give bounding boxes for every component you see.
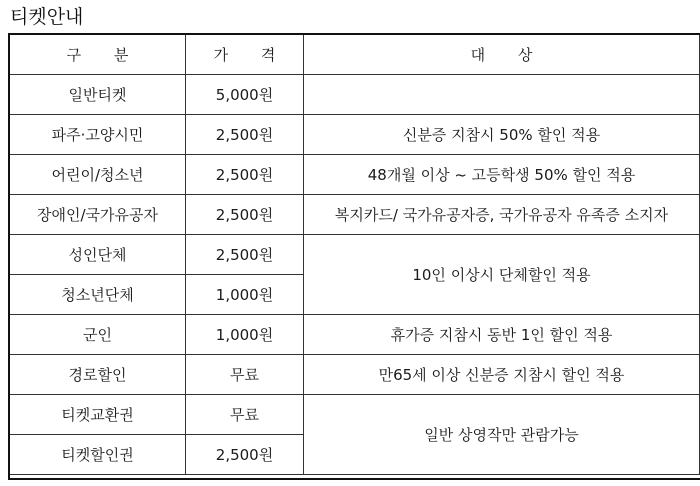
row-category: 어린이/청소년 (10, 155, 186, 195)
row-target: 일반 상영작만 관람가능 (304, 395, 700, 475)
table-row (10, 195, 700, 235)
table-row (10, 155, 700, 195)
table-header-row (10, 35, 700, 75)
row-price: 2,500원 (186, 235, 304, 275)
page-title: 티켓안내 (10, 6, 84, 28)
row-target: 48개월 이상 ~ 고등학생 50% 할인 적용 (304, 155, 700, 195)
header-price: 가 격 (186, 35, 304, 75)
row-price: 2,500원 (186, 435, 304, 475)
row-target: 만65세 이상 신분증 지참시 할인 적용 (304, 355, 700, 395)
row-category: 티켓할인권 (10, 435, 186, 475)
table-row (10, 355, 700, 395)
row-target: 복지카드/ 국가유공자증, 국가유공자 유족증 소지자 (304, 195, 700, 235)
row-target: 10인 이상시 단체할인 적용 (304, 235, 700, 315)
row-price: 무료 (186, 355, 304, 395)
table-row (10, 115, 700, 155)
table-row (10, 315, 700, 355)
row-category: 파주·고양시민 (10, 115, 186, 155)
row-price: 무료 (186, 395, 304, 435)
row-category: 장애인/국가유공자 (10, 195, 186, 235)
row-category: 청소년단체 (10, 275, 186, 315)
row-category: 경로할인 (10, 355, 186, 395)
row-category: 티켓교환권 (10, 395, 186, 435)
header-category: 구 분 (10, 35, 186, 75)
ticket-price-table (9, 34, 700, 475)
row-target (304, 75, 700, 115)
row-price: 1,000원 (186, 315, 304, 355)
row-price: 2,500원 (186, 115, 304, 155)
row-target: 신분증 지참시 50% 할인 적용 (304, 115, 700, 155)
row-category: 성인단체 (10, 235, 186, 275)
row-price: 5,000원 (186, 75, 304, 115)
table-row (10, 235, 700, 275)
row-price: 1,000원 (186, 275, 304, 315)
row-category: 군인 (10, 315, 186, 355)
row-price: 2,500원 (186, 195, 304, 235)
row-category: 일반티켓 (10, 75, 186, 115)
row-target: 휴가증 지참시 동반 1인 할인 적용 (304, 315, 700, 355)
table-row (10, 395, 700, 435)
header-target: 대 상 (304, 35, 700, 75)
table-row (10, 75, 700, 115)
row-price: 2,500원 (186, 155, 304, 195)
